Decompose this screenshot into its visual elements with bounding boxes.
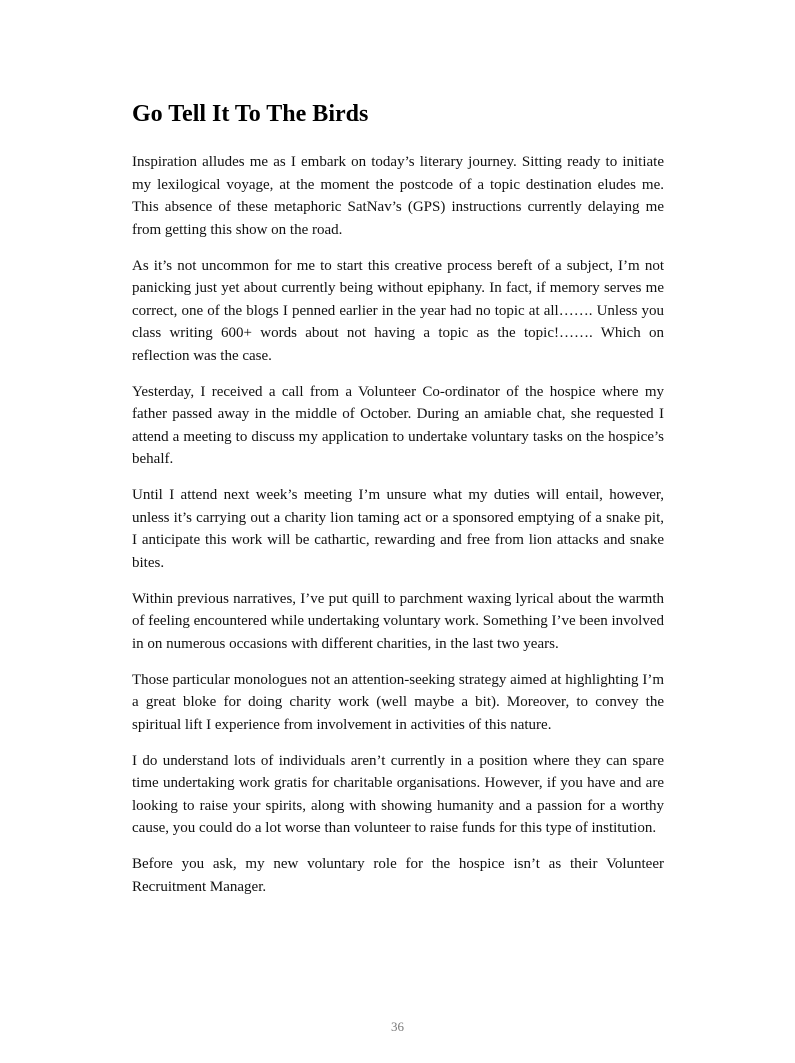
paragraph: Inspiration alludes me as I embark on today’s literary journey. Sitting ready to initiate my lexilogical voyage, at the moment the postcode of a topic destination eludes me. This absence of these metaphoric SatNav’s (GPS) instructions currently delaying me from getting this show on the road.	[132, 154, 664, 238]
paragraph: As it’s not uncommon for me to start this creative process bereft of a subject, I’m not panicking just yet about currently being without epiphany. In fact, if memory serves me correct, one of the blogs I penned earlier in the year had no topic at all……. Unless you class writing 600+ words about not having a topic as the topic!……. Which on reflection was the case.	[132, 257, 664, 364]
page-title: Go Tell It To The Birds	[132, 101, 369, 127]
paragraph: I do understand lots of individuals aren’t currently in a position where they can spare time undertaking work gratis for charitable organisations. However, if you have and are looking to raise your spirits, along with showing humanity and a passion for a worthy cause, you could do a lot worse than volunteer to raise funds for this type of institution.	[132, 752, 664, 836]
paragraph: Those particular monologues not an attention-seeking strategy aimed at highlighting I’m a great bloke for doing charity work (well maybe a bit). Moreover, to convey the spiritual lift I experience from involvement in activities of this nature.	[132, 671, 664, 733]
body-text	[132, 151, 664, 912]
paragraph: Within previous narratives, I’ve put quill to parchment waxing lyrical about the warmth of feeling encountered while undertaking voluntary work. Something I’ve been involved in on numerous occasions with different charities, in the last two years.	[132, 590, 664, 652]
paragraph: Until I attend next week’s meeting I’m unsure what my duties will entail, however, unless it’s carrying out a charity lion taming act or a sponsored emptying of a snake pit, I anticipate this work will be cathartic, rewarding and free from lion attacks and snake bites.	[132, 487, 664, 571]
paragraph: Yesterday, I received a call from a Volunteer Co-ordinator of the hospice where my father passed away in the middle of October. During an amiable chat, she requested I attend a meeting to discuss my application to undertake voluntary tasks on the hospice’s behalf.	[132, 383, 664, 467]
page-number: 36	[391, 1019, 404, 1034]
paragraph: Before you ask, my new voluntary role for the hospice isn’t as their Volunteer Recruitment Manager.	[132, 856, 664, 895]
